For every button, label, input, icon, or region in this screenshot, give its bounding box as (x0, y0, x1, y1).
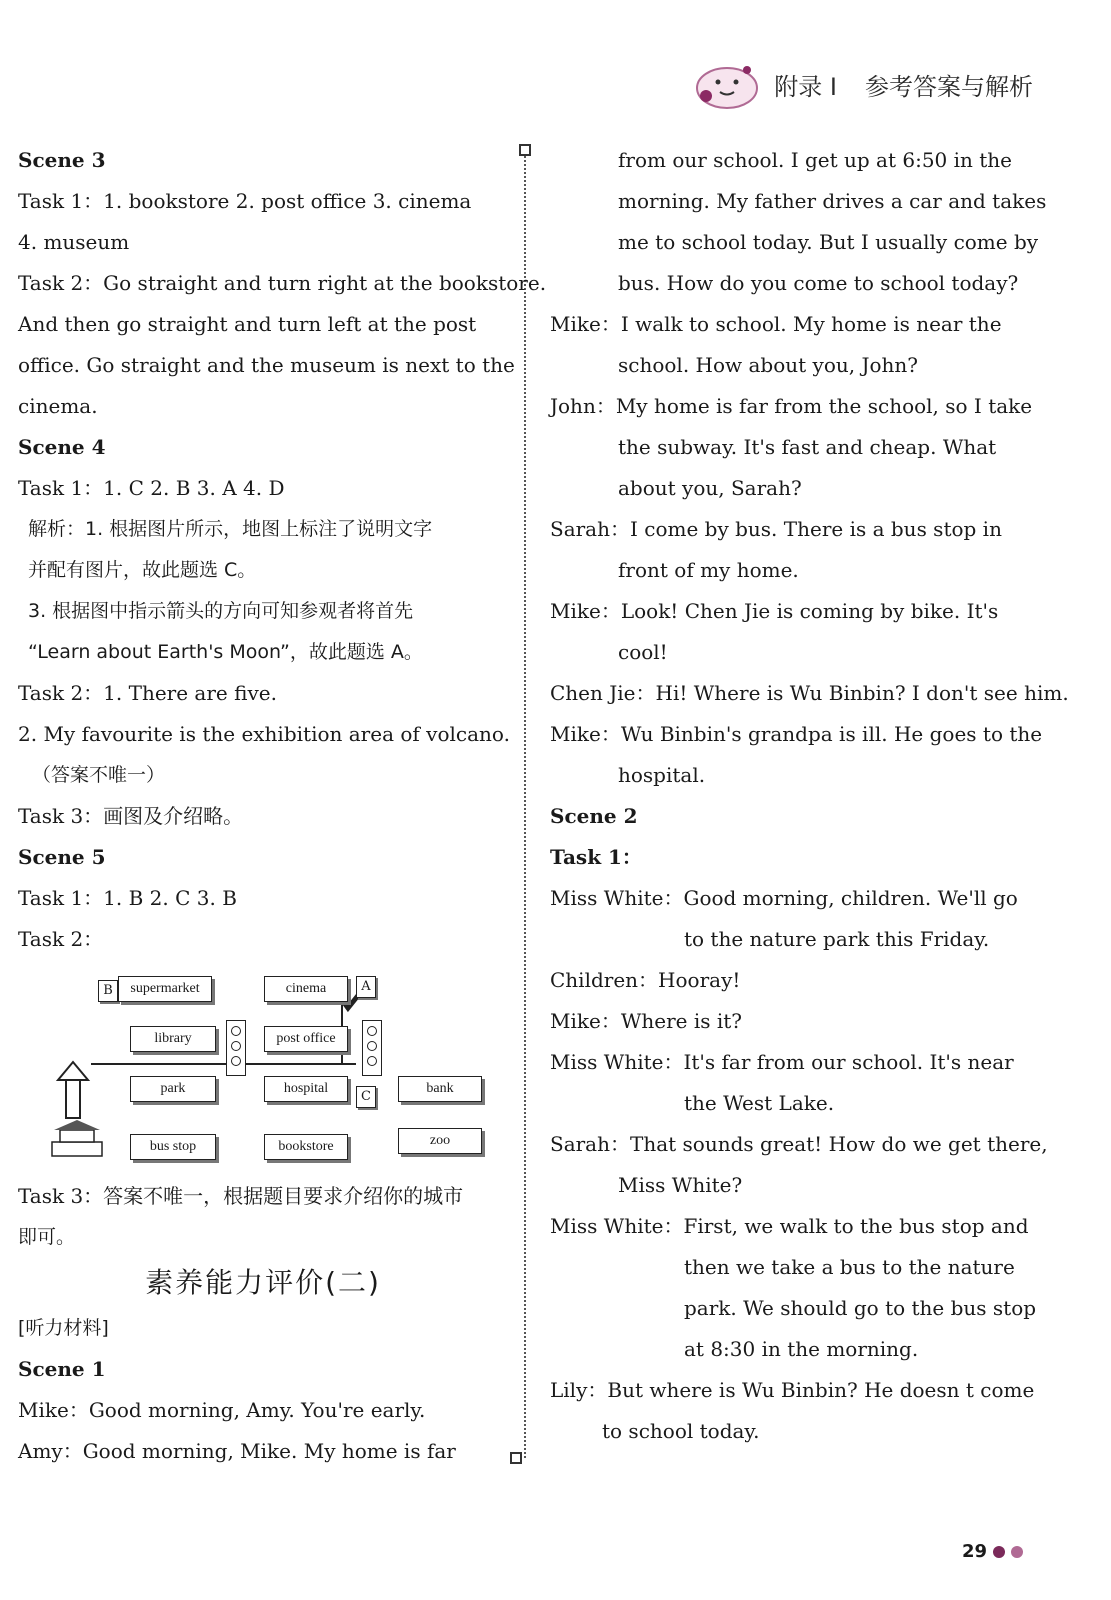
dialogue-line: at 8:30 in the morning. (684, 1337, 919, 1361)
explanation-line: 并配有图片，故此题选 C。 (28, 559, 257, 581)
scene-1-heading: Scene 1 (18, 1357, 106, 1381)
dialogue-line: Miss White：First, we walk to the bus stop and (550, 1214, 1029, 1238)
dialogue-line: Children：Hooray! (550, 968, 741, 992)
marker-b: B (98, 980, 118, 1002)
text-line: Task 1：1. C 2. B 3. A 4. D (18, 476, 285, 500)
column-divider (524, 148, 526, 1458)
text-line: Task 1：1. B 2. C 3. B (18, 886, 237, 910)
dialogue-line: Mike：Look! Chen Jie is coming by bike. It's (550, 599, 999, 623)
dialogue-line: Miss White：Good morning, children. We'll go (550, 886, 1018, 910)
text-line: Task 2：Go straight and turn right at the bookstore. (18, 271, 547, 295)
text-line: And then go straight and turn left at the post (18, 312, 477, 336)
dialogue-line: to the nature park this Friday. (684, 927, 990, 951)
map-bookstore: bookstore (264, 1134, 348, 1160)
dialogue-line: Mike：Where is it? (550, 1009, 743, 1033)
map-park: park (130, 1076, 216, 1102)
dialogue-line: cool! (618, 640, 668, 664)
text-line: Task 2：1. There are five. (18, 681, 277, 705)
section-title: 素养能力评价(二) (145, 1266, 381, 1299)
city-map-diagram (46, 970, 516, 1170)
dialogue-line: front of my home. (618, 558, 799, 582)
dialogue-line: Amy：Good morning, Mike. My home is far (18, 1439, 456, 1463)
text-line: cinema. (18, 394, 98, 418)
dialogue-line: bus. How do you come to school today? (618, 271, 1019, 295)
text-line: office. Go straight and the museum is next to the (18, 353, 515, 377)
text-line: Task 3：答案不唯一，根据题目要求介绍你的城市 (18, 1184, 464, 1208)
text-line: 4. museum (18, 230, 130, 254)
dialogue-line: Miss White? (618, 1173, 743, 1197)
text-line: 2. My favourite is the exhibition area of volcano. (18, 722, 510, 746)
text-line: Task 2： (18, 927, 104, 951)
map-bank: bank (398, 1076, 482, 1102)
scene-4-heading: Scene 4 (18, 435, 106, 459)
map-bus-stop: bus stop (130, 1134, 216, 1160)
dialogue-line: park. We should go to the bus stop (684, 1296, 1037, 1320)
traffic-light-icon (226, 1020, 246, 1076)
marker-c: C (356, 1086, 376, 1108)
map-hospital: hospital (264, 1076, 348, 1102)
dialogue-line: Chen Jie：Hi! Where is Wu Binbin? I don't see him. (550, 681, 1069, 705)
text-line: Task 1：1. bookstore 2. post office 3. cinema (18, 189, 472, 213)
divider-top-marker (519, 144, 531, 156)
scene-3-heading: Scene 3 (18, 148, 106, 172)
dialogue-line: from our school. I get up at 6:50 in the (618, 148, 1013, 172)
scene-2-heading: Scene 2 (550, 804, 638, 828)
header-title: 参考答案与解析 (865, 72, 1033, 101)
explanation-line: “Learn about Earth's Moon”，故此题选 A。 (28, 641, 423, 663)
right-column (550, 140, 1069, 1452)
divider-bottom-marker (510, 1452, 522, 1464)
scene-5-heading: Scene 5 (18, 845, 106, 869)
map-zoo: zoo (398, 1128, 482, 1154)
dot-icon (1011, 1546, 1023, 1558)
dialogue-line: Mike：I walk to school. My home is near the (550, 312, 1002, 336)
dialogue-line: the subway. It's fast and cheap. What (618, 435, 997, 459)
page-number-text: 29 (961, 1541, 987, 1562)
dialogue-line: about you, Sarah? (618, 476, 802, 500)
task-1-label: Task 1： (550, 845, 642, 869)
dialogue-line: Mike：Wu Binbin's grandpa is ill. He goes to the (550, 722, 1043, 746)
dialogue-line: John：My home is far from the school, so I take (550, 394, 1033, 418)
dialogue-line: school. How about you, John? (618, 353, 919, 377)
dialogue-line: Miss White：It's far from our school. It's near (550, 1050, 1014, 1074)
dialogue-line: Sarah：I come by bus. There is a bus stop in (550, 517, 1002, 541)
traffic-light-icon (362, 1020, 382, 1076)
text-line: 即可。 (18, 1226, 76, 1248)
map-supermarket: supermarket (118, 976, 212, 1002)
listening-material-label: [听力材料] (18, 1317, 109, 1339)
explanation-line: 3. 根据图中指示箭头的方向可知参观者将首先 (28, 600, 414, 622)
map-cinema: cinema (264, 976, 348, 1002)
map-post-office: post office (264, 1026, 348, 1052)
mascot-icon (692, 56, 762, 112)
appendix-label: 附录 I (774, 72, 837, 101)
map-library: library (130, 1026, 216, 1052)
text-line: Task 3：画图及介绍略。 (18, 804, 244, 828)
dialogue-line: hospital. (618, 763, 706, 787)
dialogue-line: Lily：But where is Wu Binbin? He doesn t come (550, 1378, 1035, 1402)
dialogue-line: me to school today. But I usually come by (618, 230, 1039, 254)
page-number (962, 1541, 1023, 1562)
dialogue-line: the West Lake. (684, 1091, 835, 1115)
dialogue-line: Sarah：That sounds great! How do we get there, (550, 1132, 1048, 1156)
dot-icon (993, 1546, 1005, 1558)
explanation-line: 解析：1. 根据图片所示，地图上标注了说明文字 (28, 518, 433, 540)
text-line: （答案不唯一） (32, 764, 166, 786)
page-header (692, 56, 1033, 112)
left-column (18, 140, 547, 1472)
dialogue-line: to school today. (602, 1419, 760, 1443)
dialogue-line: then we take a bus to the nature (684, 1255, 1015, 1279)
dialogue-line: Mike：Good morning, Amy. You're early. (18, 1398, 426, 1422)
marker-a: A (356, 976, 376, 998)
dialogue-line: morning. My father drives a car and takes (618, 189, 1047, 213)
